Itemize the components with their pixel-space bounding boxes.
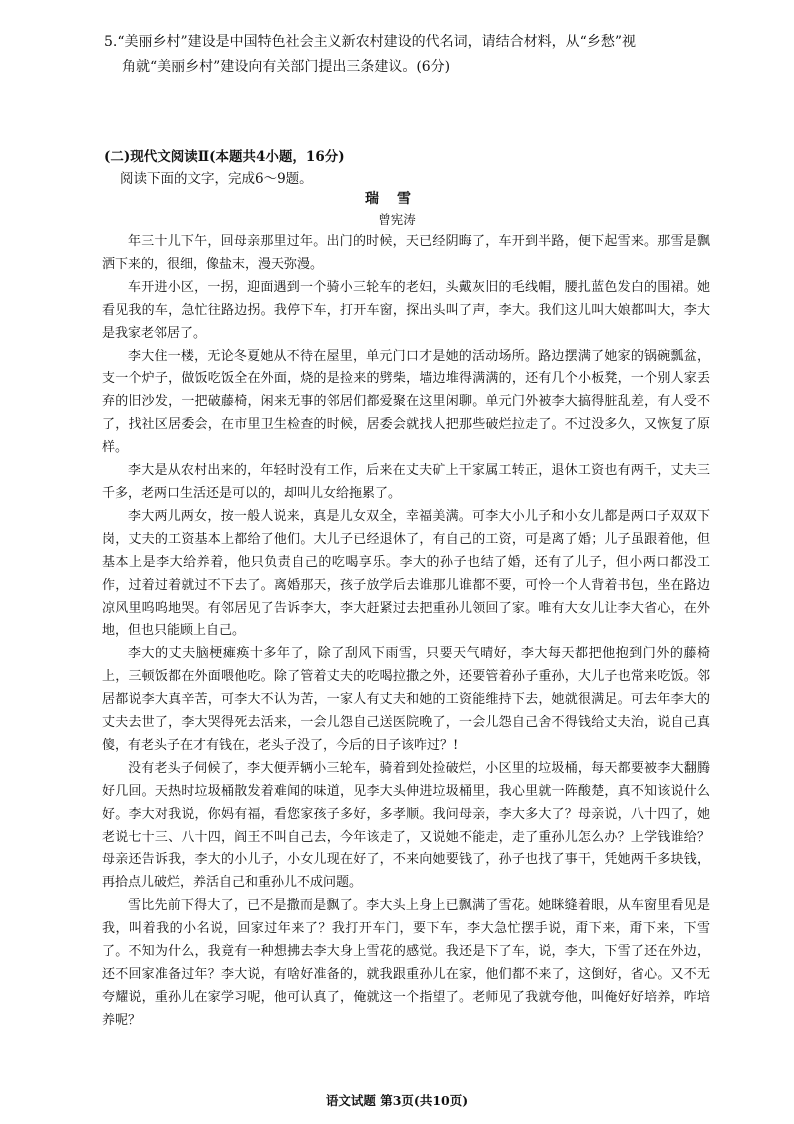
article-paragraph: 车开进小区，一拐，迎面遇到一个骑小三轮车的老妇，头戴灰旧的毛线帽，腰扎蓝色发白的围裙。她看见我的车，急忙往路边拐。我停下车，打开车窗，探出头叫了声，李大。我们这儿叫大娘都叫大，李大是我家老邻居了。 xyxy=(102,279,710,341)
question-5 xyxy=(104,30,724,80)
article-paragraph: 没有老头子伺候了，李大便弄辆小三轮车，骑着到处捡破烂，小区里的垃圾桶，每天都要被李大翻腾好几回。天热时垃圾桶散发着难闻的味道，见李大头伸进垃圾桶里，我心里就一阵酸楚，真不知该说什么好。李大对我说，你妈有福，看您家孩子多好，多孝顺。我问母亲，李大多大了？母亲说，八十四了，她老说七十三、八十四，阎王不叫自己去，今年该走了，又说她不能走，走了重孙儿怎么办？上学钱谁给？母亲还告诉我，李大的小儿子，小女儿现在好了，不来向她要钱了，孙子也找了事干，凭她两千多块钱，再拾点儿破烂，养活自己和重孙儿不成问题。 xyxy=(102,760,710,891)
article-paragraph: 李大的丈夫脑梗瘫痪十多年了，除了刮风下雨雪，只要天气晴好，李大每天都把他抱到门外的藤椅上，三顿饭都在外面喂他吃。除了管着丈夫的吃喝拉撒之外，还要管着孙子重孙，大儿子也常来吃饭。邻居都说李大真辛苦，可李大不认为苦，一家人有丈夫和她的工资能维持下去，她就很满足。可去年李大的丈夫去世了，李大哭得死去活来，一会儿怨自己送医院晚了，一会儿怨自己舍不得钱给丈夫治，说自己真傻，有老头子在才有钱在，老头子没了，今后的日子该咋过？! xyxy=(102,646,710,753)
section-heading: (二)现代文阅读Ⅱ(本题共4小题，16分) xyxy=(104,149,345,165)
article-paragraph: 雪比先前下得大了，已不是撒而是飘了。李大头上身上已飘满了雪花。她眯缝着眼，从车窗里看见是我，叫着我的小名说，回家过年来了？我打开车门，要下车，李大急忙摆手说，甭下来，甭下来，下雪了。不知为什么，我竟有一种想拂去李大身上雪花的感觉。我还是下了车，说，李大，下雪了还在外边，还不回家准备过年？李大说，有啥好准备的，就我跟重孙儿在家，他们都不来了，这倒好，省心。又不无夸耀说，重孙儿在家学习呢，他可认真了，俺就这一个指望了。老师见了我就夸他，叫俺好好培养，咋培养呢？ xyxy=(102,898,710,1028)
article-paragraph: 李大两儿两女，按一般人说来，真是儿女双全，幸福美满。可李大小儿子和小女儿都是两口子双双下岗，丈夫的工资基本上都给了他们。大儿子已经退休了，有自己的工资，可是离了婚；儿子虽跟着他，但基本上是李大给养着，他只负责自己的吃喝享乐。李大的孙子也结了婚，还有了儿子，但小两口都没工作，过着过着就过不下去了。离婚那天，孩子放学后去谁那儿谁都不要，可怜一个人背着书包，坐在路边凉风里呜呜地哭。有邻居见了告诉李大，李大赶紧过去把重孙儿领回了家。唯有大女儿让李大省心，在外地，但也只能顾上自己。 xyxy=(102,508,710,639)
article-paragraph: 李大住一楼，无论冬夏她从不待在屋里，单元门口才是她的活动场所。路边摆满了她家的锅碗瓢盆，支一个炉子，做饭吃饭全在外面，烧的是捡来的劈柴，墙边堆得满满的，还有几个小板凳，一个别人家丢弃的旧沙发，一把破藤椅，闲来无事的邻居们都爱聚在这里闲聊。单元门外被李大搞得脏乱差，有人受不了，找社区居委会，在市里卫生检查的时候，居委会就找人把那些破烂拉走了。不过没多久，又恢复了原样。 xyxy=(102,348,710,456)
page-footer: 语文试题 第3页(共10页) xyxy=(325,1093,469,1108)
article-body xyxy=(102,231,710,1033)
reading-instruction: 阅读下面的文字，完成6～9题。 xyxy=(120,171,313,187)
article-paragraph: 年三十儿下午，回母亲那里过年。出门的时候，天已经阴晦了，车开到半路，便下起雪来。那雪是飘洒下来的，很细，像盐末，漫天弥漫。 xyxy=(102,234,710,272)
article-author: 曾宪涛 xyxy=(378,212,416,227)
question-5-line1: 5.“美丽乡村”建设是中国特色社会主义新农村建设的代名词，请结合材料，从“乡愁”视 xyxy=(104,34,636,50)
article-paragraph: 李大是从农村出来的，年轻时没有工作，后来在丈夫矿上干家属工转正，退休工资也有两千，丈夫三千多，老两口生活还是可以的，却叫儿女给拖累了。 xyxy=(102,463,710,501)
question-5-line2: 角就“美丽乡村”建设向有关部门提出三条建议。(6分) xyxy=(122,59,451,75)
article-title: 瑞雪 xyxy=(365,191,429,207)
